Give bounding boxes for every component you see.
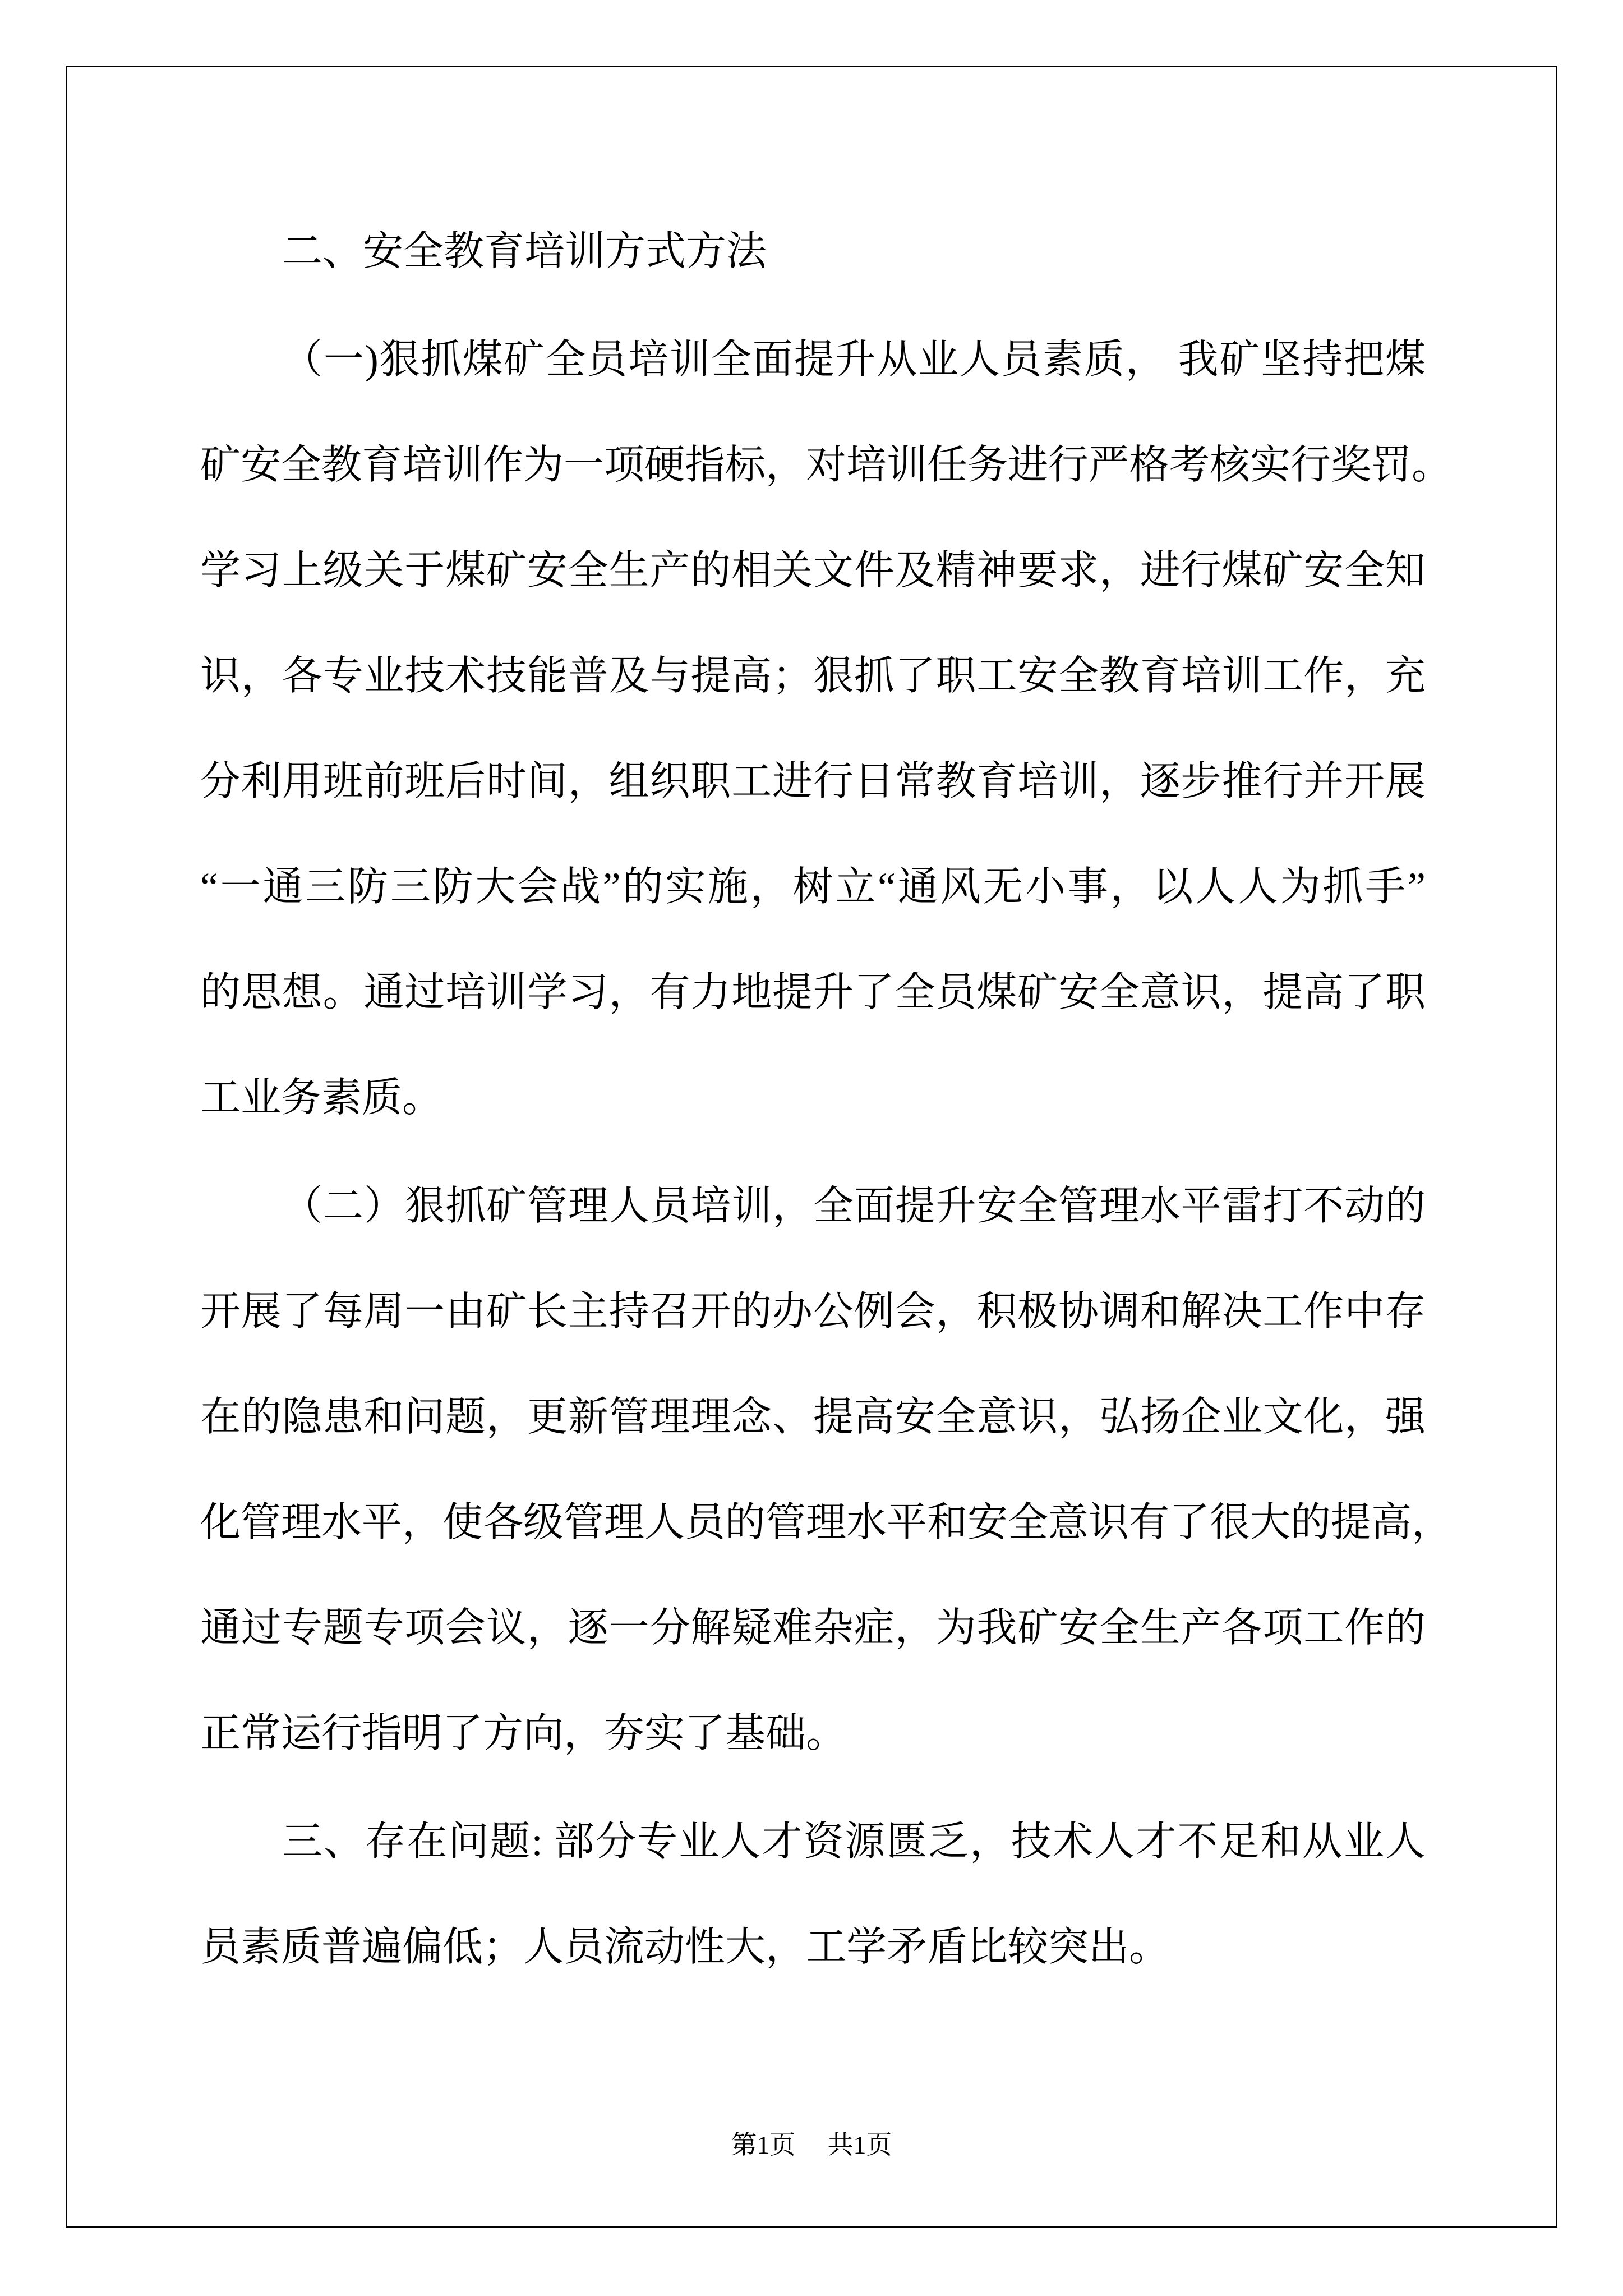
- paragraph-line: 通过专题专项会议，逐一分解疑难杂症，为我矿安全生产各项工作的: [200, 1605, 1426, 1650]
- page-total: 共1页: [827, 2131, 892, 2159]
- paragraph-line: 矿安全教育培训作为一项硬指标，对培训任务进行严格考核实行奖罚。: [200, 443, 1453, 487]
- paragraph-line: 的思想。通过培训学习，有力地提升了全员煤矿安全意识，提高了职: [200, 970, 1426, 1015]
- paragraph-line: 工业务素质。: [200, 1075, 443, 1120]
- paragraph-line: 员素质普遍偏低；人员流动性大，工学矛盾比较突出。: [200, 1925, 1170, 1970]
- paragraph-staff-training: [200, 307, 1453, 1151]
- paragraph-line: 正常运行指明了方向，夯实了基础。: [200, 1711, 847, 1756]
- paragraph-line: （二）狠抓矿管理人员培训，全面提升安全管理水平雷打不动的: [282, 1184, 1426, 1228]
- paragraph-line: 开展了每周一由矿长主持召开的办公例会，积极协调和解决工作中存: [200, 1289, 1426, 1334]
- paragraph-line: 学习上级关于煤矿安全生产的相关文件及精神要求，进行煤矿安全知: [200, 548, 1426, 593]
- document-body: [200, 199, 1453, 2000]
- section-heading: [200, 199, 1426, 304]
- paragraph-management-training: [200, 1153, 1453, 1786]
- paragraph-line: 识，各专业技术技能普及与提高；狠抓了职工安全教育培训工作，充: [200, 654, 1426, 698]
- paragraph-line: 在的隐患和问题，更新管理理念、提高安全意识，弘扬企业文化，强: [200, 1395, 1426, 1439]
- heading-line: 二、安全教育培训方式方法: [282, 229, 767, 274]
- page-number: 第1页: [731, 2131, 796, 2159]
- paragraph-line: （一)狠抓煤矿全员培训全面提升从业人员素质， 我矿坚持把煤: [282, 337, 1426, 382]
- paragraph-line: 化管理水平，使各级管理人员的管理水平和安全意识有了很大的提高，: [200, 1500, 1453, 1545]
- paragraph-line: 分利用班前班后时间，组织职工进行日常教育培训，逐步推行并开展: [200, 759, 1426, 804]
- paragraph-line: 三、存在问题: 部分专业人才资源匮乏，技术人才不足和从业人: [282, 1819, 1426, 1864]
- paragraph-line: “一通三防三防大会战”的实施，树立“通风无小事，以人人为抓手”: [200, 864, 1426, 909]
- paragraph-existing-problems: [200, 1789, 1426, 2000]
- page-footer: [0, 2128, 1623, 2162]
